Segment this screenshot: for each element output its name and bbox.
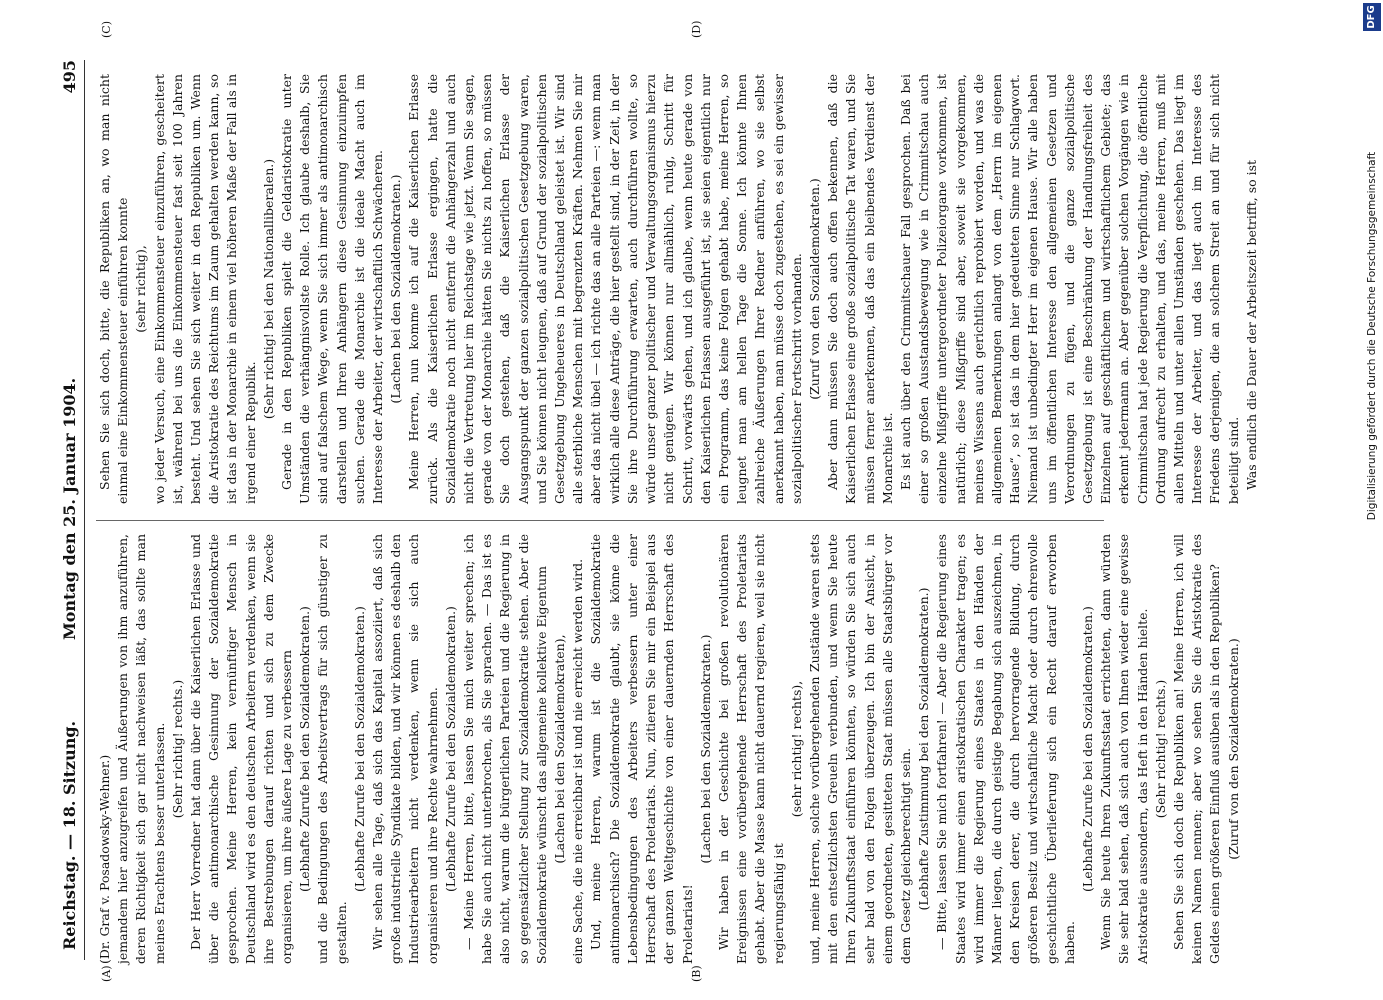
interjection: (Sehr richtig! rechts.) [1152,679,1168,819]
margin-mark-b: (B) [690,965,703,982]
interjection: (Lebhafte Zurufe bei den Sozialdemokraten.) [351,606,367,892]
paragraph: Aber dann müssen Sie doch auch offen bekennen, daß die Kaiserlichen Erlasse eine große sozialpolitische Tat waren, und Sie müssen ferner anerkennen, daß das ein bleibendes Verdienst der Monarchie ist. [825,74,895,504]
paragraph: und die Bedingungen des Arbeitsvertrags für sich günstiger zu gestalten. [315,534,349,964]
column-divider [96,520,1104,521]
margin-mark-d: (D) [690,20,703,38]
interjection: (Sehr richtig! bei den Nationalliberalen.) [260,158,276,420]
dfg-logo: DFG [1363,3,1381,31]
interjection: (Zuruf von den Sozialdemokraten.) [806,178,822,400]
paragraph: Gerade in den Republiken spielt die Geldaristokratie unter Umständen die verhängnisvollste Rolle. Ich glaube deshalb, Sie sind auf falschem Wege, wenn Sie sich immer als antimonarchisch darstellen und Ihren Anhängern diese Gesinnung einzuimpfen suchen. Gerade die Monarchie ist die ideale Macht auch im Interesse der Arbeiter, der wirtschaftlich Schwächeren. [279,74,386,504]
interjection: (sehr richtig! rechts), [788,680,804,818]
paragraph: Was endlich die Dauer der Arbeitszeit betrifft, so ist [1243,159,1259,490]
interjection: (Lachen bei den Sozialdemokraten.) [388,174,404,404]
speaker-line: (Dr. Graf v. Posadowsky-Wehner.) [97,754,112,964]
text-column-left [96,534,1241,964]
paragraph: — Meine Herren, bitte, lassen Sie mich weiter sprechen; ich habe Sie auch nicht unterbrochen, als Sie sprachen. — Das ist es also nicht, warum die bürgerlichen Parteien und die Regierung in so gegensätzlicher Stellung zur Sozialdemokratie stehen. Aber die Sozialdemokratie wünscht das allgemeine kollektive Eigentum [461,534,549,964]
digitization-credit: Digitalisierung gefördert durch die Deutsche Forschungsgemeinschaft [1366,151,1378,521]
page-number: 495 [60,60,79,94]
side-credit-strip [1362,0,1382,1000]
paragraph: Wir sehen alle Tage, daß sich das Kapital assoziiert, daß sich große industrielle Syndikate bilden, und wir können es deshalb den Industriearbeitern nicht verdenken, wenn sie sich auch organisieren und ihre Rechte wahrnehmen. [370,534,440,964]
paragraph: eine Sache, die nie erreichbar ist und nie erreicht werden wird. [570,558,586,964]
paragraph: — Bitte, lassen Sie mich fortfahren! — Aber die Regierung eines Staates wird immer einen aristokratischen Charakter tragen; es wird immer die Regierung eines Staates in den Händen der Männer liegen, die durch geistige Begabung sich auszeichnen, in den Kreisen derer, die durch hervorragende Bildung, durch größeren Besitz und wirtschaftliche Macht oder durch ehrenvolle geschichtliche Überlieferung sich ein Recht darauf erworben haben. [934,534,1077,964]
paragraph: Der Herr Vorredner hat dann über die Kaiserlichen Erlasse und über die antimonarchische Gesinnung der Sozialdemokratie gesprochen. Meine Herren, kein vernünftiger Mensch in Deutschland wird es den deutschen Arbeitern verdenken, wenn sie ihre Bestrebungen darauf richten und sich zu dem Zwecke organisieren, um ihre äußere Lage zu verbessern [188,534,295,964]
interjection: (Lebhafte Zurufe bei den Sozialdemokraten.) [297,606,313,892]
paragraph: Wenn Sie heute Ihren Zukunftsstaat errichteten, dann würden Sie sehr bald sehen, daß sich auch von Ihnen wieder eine gewisse Aristokratie aussondern, das Heft in den Händen hielte. [1098,534,1150,964]
header-left: Reichstag. — 18. Sitzung. [60,720,79,950]
interjection: (Lachen bei den Sozialdemokraten.) [697,634,713,864]
interjection: (Lebhafte Zurufe bei den Sozialdemokraten.) [1079,606,1095,892]
interjection: (Zuruf von den Sozialdemokraten.) [1225,638,1241,860]
paragraph: Meine Herren, nun komme ich auf die Kaiserlichen Erlasse zurück. Als die Kaiserlichen Erlasse ergingen, hatte die Sozialdemokratie noch nicht entfernt die Anhängerzahl und auch nicht die Vertretung hier im Reichstage wie jetzt. Wenn Sie sagen, gerade von der Monarchie hätten Sie nichts zu hoffen, so müssen Sie doch gestehen, daß die Kaiserlichen Erlasse der Ausgangspunkt der ganzen sozialpolitischen Gesetzgebung waren, und Sie können nicht leugnen, daß auf Grund der sozialpolitischen Gesetzgebung Ungeheueres in Deutschland geleistet ist. Wir sind alle sterbliche Menschen mit begrenzten Kräften. Nehmen Sie mir aber das nicht übel — ich richte das an alle Parteien —: wenn man wirklich alle diese Anträge, die hier gestellt sind, in der Zeit, in der Sie ihre Durchführung erwarten, auch durchführen wollte, so würde unser ganzer politischer und Verwaltungsorganismus hierzu nicht genügen. Wir können nur allmählich, ruhig, Schritt für Schritt, vorwärts gehen, und ich glaube, wenn heute gerade von den Kaiserlichen Erlassen ausgeführt ist, sie seien eigentlich nur ein Programm, das keine Folgen gehabt habe, meine Herren, so leugnet man am hellen Tage die Sonne. Ich könnte Ihnen zahlreiche Äußerungen Ihrer Redner anführen, wo sie selbst anerkannt haben, man müsse doch zugestehen, es sei ein gewisser sozialpolitischer Fortschritt vorhanden. [406,74,804,504]
interjection: (Lachen bei den Sozialdemokraten), [552,634,568,864]
interjection: (Lebhafte Zustimmung bei den Sozialdemokraten.) [916,587,932,911]
paragraph: Sehen Sie sich doch, bitte, die Republiken an, wo man nicht einmal eine Einkommensteuer einführen konnte [97,74,131,504]
margin-mark-c: (C) [100,21,113,38]
paragraph: Es ist auch über den Crimmitschauer Fall gesprochen. Daß bei einer so großen Ausstandsbewegung wie in Crimmitschau auch einzelne Mißgriffe untergeordneter Polizeiorgane vorkommen, ist natürlich; diese Mißgriffe sind aber, soweit sie vorgekommen, meines Wissens auch gerichtlich reprobiert worden, und was die allgemeinen Bemerkungen anlangt von dem „Herrn im eigenen Hause“, so ist das in dem hier gedeuteten Sinne nur Schlagwort. Niemand ist unbedingter Herr im eigenen Hause. Wir alle haben uns im öffentlichen Interesse den allgemeinen Gesetzen und Verordnungen zu fügen, und die ganze sozialpolitische Gesetzgebung ist eine Beschränkung der Handlungsfreiheit des Einzelnen auf geschäftlichem und wirtschaftlichem Gebiete; das erkennt jedermann an. Aber gegenüber solchen Vorgängen wie in Crimmitschau hat jede Regierung die Verpflichtung, die öffentliche Ordnung aufrecht zu erhalten, und das, meine Herren, muß mit allen Mitteln und unter allen Umständen geschehen. Das liegt im Interesse der Arbeiter, und das liegt auch im Interesse des Friedens derjenigen, die an solchem Streit an und für sich nicht beteiligt sind. [897,74,1241,504]
interjection: (Lebhafte Zurufe bei den Sozialdemokraten.) [442,606,458,892]
paragraph: Und, meine Herren, warum ist die Sozialdemokratie antimonarchisch? Die Sozialdemokratie glaubt, sie könne die Lebensbedingungen des Arbeiters verbessern unter einer Herrschaft des Proletariats. Nun, zitieren Sie mir ein Beispiel aus der ganzen Weltgeschichte von einer dauernden Herrschaft des Proletariats! [588,534,695,964]
paragraph: und, meine Herren, solche vorübergehenden Zustände waren stets mit den entsetzlichsten Greueln verbunden, und wenn Sie heute Ihren Zukunftsstaat einführen könnten, so würden Sie sich auch sehr bald von den Folgen überzeugen. Ich bin der Ansicht, in einem geordneten, gesitteten Staat müssen alle Staatsbürger vor dem Gesetz gleichberechtigt sein. [806,534,913,964]
paragraph: jemandem hier anzugreifen und Äußerungen von ihm anzuführen, deren Richtigkeit sich gar nicht nachweisen läßt, das sollte man meines Erachtens besser unterlassen. [115,534,167,964]
header-date: Montag den 25. Januar 1904. [60,377,79,640]
interjection: (Sehr richtig! rechts.) [169,679,185,819]
text-column-right [96,74,1259,504]
paragraph: wo jeder Versuch, eine Einkommensteuer einzuführen, gescheitert ist, während bei uns die Einkommensteuer fast seit 100 Jahren besteht. Und sehen Sie sich weiter in den Republiken um. Wenn die Aristokratie des Reichtums im Zaum gehalten werden kann, so ist das in der Monarchie in einem viel höheren Maße der Fall als in irgend einer Republik. [151,74,258,504]
interjection: (sehr richtig), [133,245,149,333]
page-header [58,60,85,960]
margin-mark-a: (A) [100,965,113,982]
paragraph: Wir haben in der Geschichte bei großen revolutionären Ereignissen eine vorübergehende Herrschaft des Proletariats gehabt. Aber die Masse kann nicht dauernd regieren, weil sie nicht regierungsfähig ist [715,534,786,964]
paragraph: Sehen Sie sich doch die Republiken an! Meine Herren, ich will keinen Namen nennen; aber wo sehen Sie die Aristokratie des Geldes einen größeren Einfluß ausüben als in den Republiken? [1170,534,1223,964]
